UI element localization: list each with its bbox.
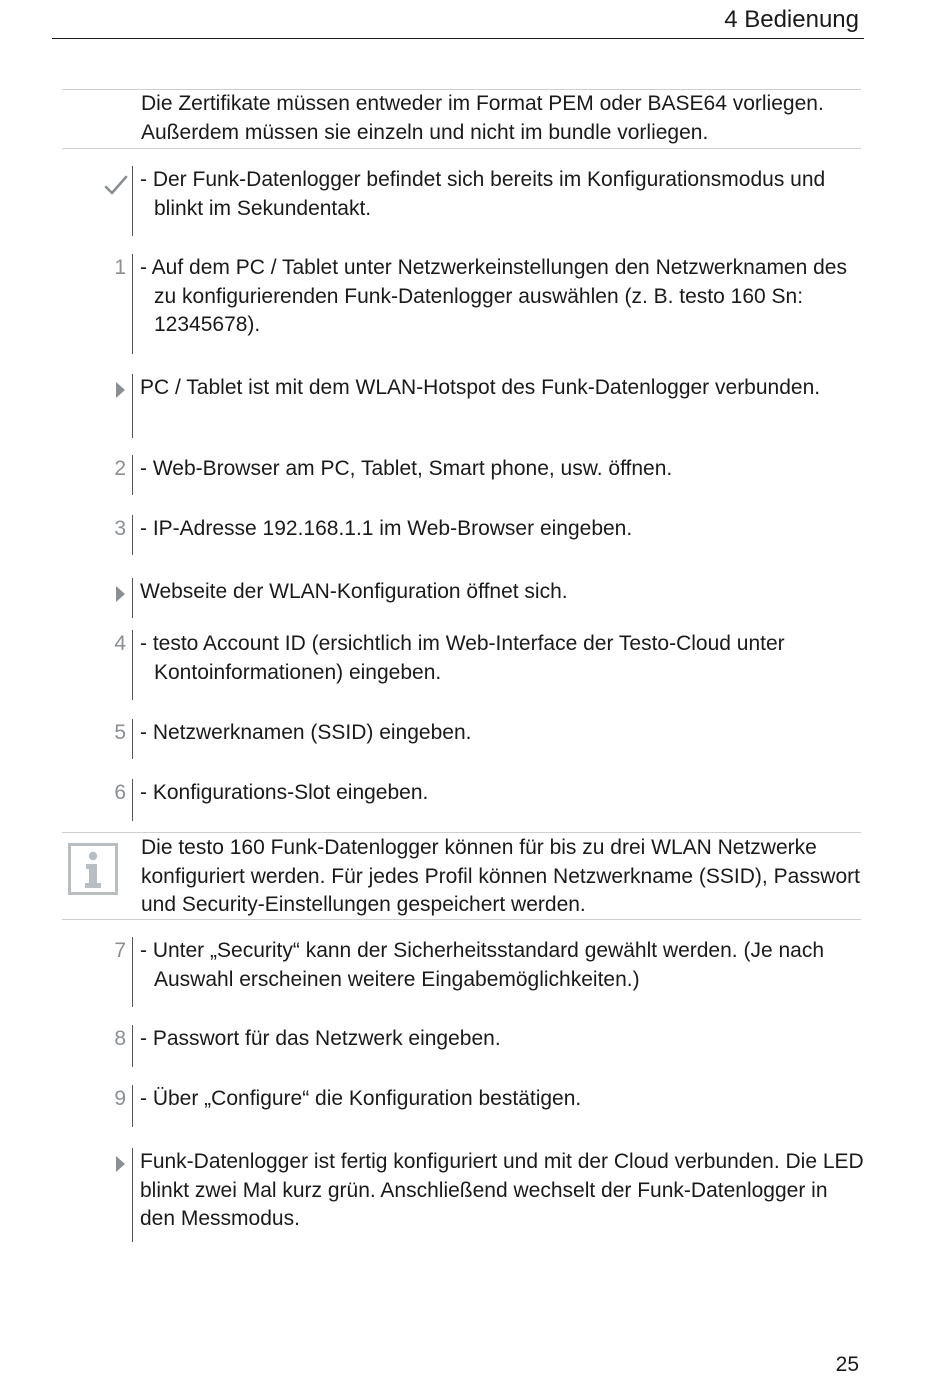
step-number: 9: [114, 1087, 126, 1110]
triangle-right-icon: [116, 1156, 125, 1172]
note-bottom-rule: [62, 148, 861, 149]
step-bar: [132, 719, 133, 759]
info-note: Die testo 160 Funk-Datenlogger können für bis zu drei WLAN Netzwerke konfiguriert werden. Für jedes Profil können Netzwerkname (SSID), Passwort und Security-Einstellungen gespeichert werden.: [141, 836, 860, 916]
step-bar: [132, 1148, 133, 1242]
step-bar: [132, 374, 133, 438]
step-bar: [132, 515, 133, 555]
chapter-title: 4 Bedienung: [724, 6, 859, 33]
header-rule: [52, 38, 864, 39]
step-text: - Unter „Security“ kann der Sicherheitsstandard gewählt werden. (Je nach Auswahl erscheinen weitere Eingabemöglichkeiten.): [140, 939, 824, 991]
step-bar: [132, 166, 133, 236]
certificate-note: Die Zertifikate müssen entweder im Format PEM oder BASE64 vorliegen. Außerdem müssen sie einzeln und nicht im bundle vorliegen.: [141, 92, 824, 144]
step-number: 4: [114, 632, 126, 655]
prerequisite-text: - Der Funk-Datenlogger befindet sich bereits im Konfigurationsmodus und blinkt im Sekundentakt.: [140, 168, 826, 220]
result-text: Funk-Datenlogger ist fertig konfiguriert und mit der Cloud verbunden. Die LED blinkt zwei Mal kurz grün. Anschließend wechselt der Funk-Datenlogger in den Messmodus.: [140, 1150, 864, 1230]
step-bar: [132, 455, 133, 495]
step-bar: [132, 937, 133, 1007]
step-number: 2: [114, 457, 126, 480]
step-text: - Konfigurations-Slot eingeben.: [140, 781, 429, 804]
step-number: 5: [114, 721, 126, 744]
step-bar: [132, 630, 133, 700]
triangle-right-icon: [116, 586, 125, 602]
step-bar: [132, 779, 133, 821]
step-text: - Über „Configure“ die Konfiguration bestätigen.: [140, 1087, 582, 1110]
step-text: - IP-Adresse 192.168.1.1 im Web-Browser eingeben.: [140, 517, 633, 540]
info-icon: [68, 843, 118, 895]
step-text: - Passwort für das Netzwerk eingeben.: [140, 1027, 501, 1050]
triangle-right-icon: [116, 382, 125, 398]
step-text: - Auf dem PC / Tablet unter Netzwerkeinstellungen den Netzwerknamen des zu konfigurierenden Funk-Datenlogger auswählen (z. B. testo 160 Sn: 12345678).: [140, 256, 847, 336]
info-bottom-rule: [62, 919, 861, 920]
result-text: PC / Tablet ist mit dem WLAN-Hotspot des Funk-Datenlogger verbunden.: [140, 376, 821, 399]
step-number: 8: [114, 1027, 126, 1050]
checkmark-icon: [104, 174, 128, 198]
info-top-rule: [62, 832, 861, 833]
page-number: 25: [835, 1353, 859, 1376]
step-bar: [132, 578, 133, 618]
step-bar: [132, 1085, 133, 1127]
step-text: - Netzwerknamen (SSID) eingeben.: [140, 721, 472, 744]
step-number: 3: [114, 517, 126, 540]
step-number: 1: [114, 256, 126, 279]
step-number: 7: [114, 939, 126, 962]
result-text: Webseite der WLAN-Konfiguration öffnet sich.: [140, 580, 568, 603]
step-text: - Web-Browser am PC, Tablet, Smart phone, usw. öffnen.: [140, 457, 673, 480]
step-number: 6: [114, 781, 126, 804]
step-bar: [132, 1025, 133, 1067]
step-text: - testo Account ID (ersichtlich im Web-Interface der Testo-Cloud unter Kontoinformationen) eingeben.: [140, 632, 785, 684]
step-bar: [132, 254, 133, 354]
